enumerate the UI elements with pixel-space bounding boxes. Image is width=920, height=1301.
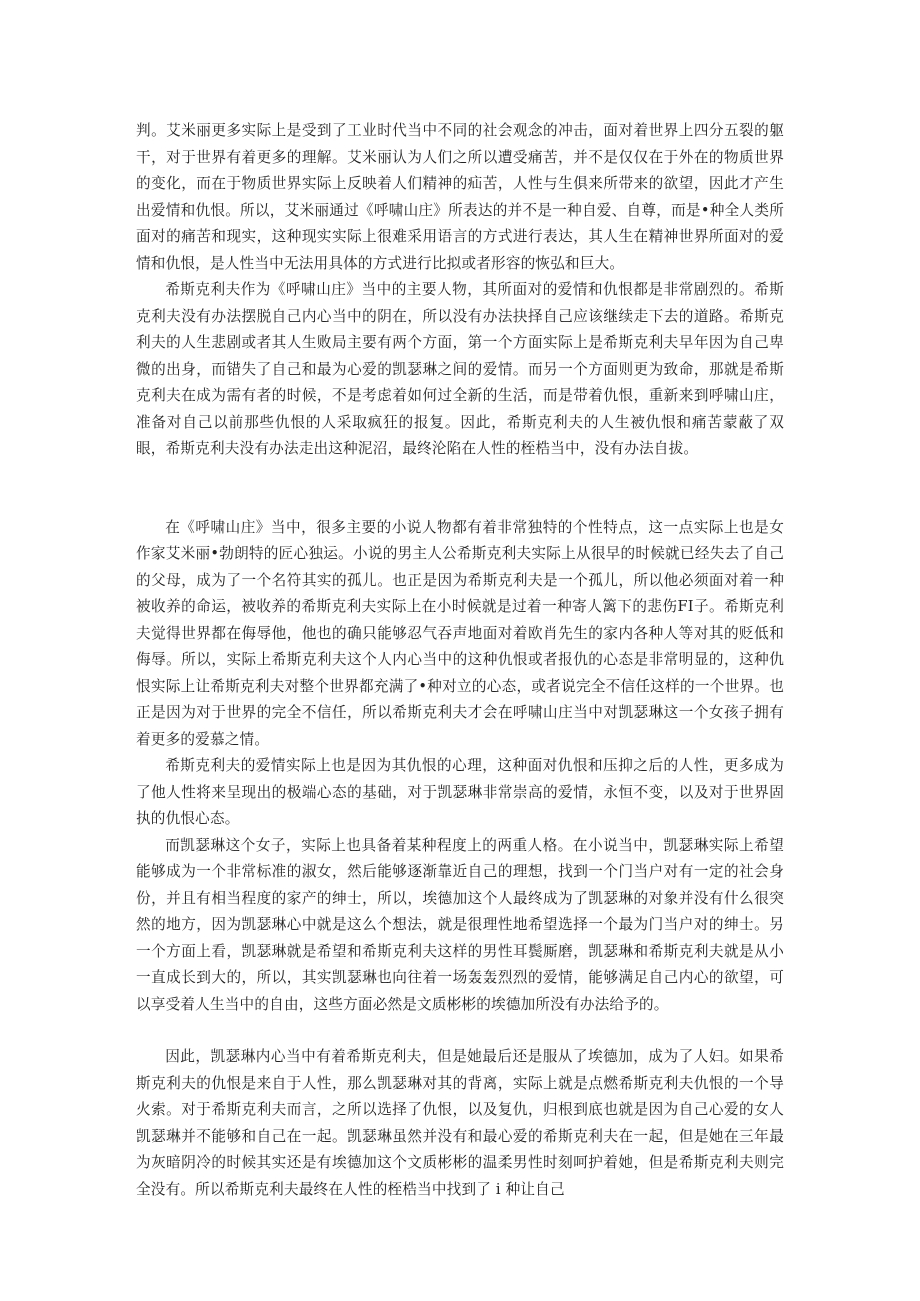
- paragraph-1: 判。艾米丽更多实际上是受到了工业时代当中不同的社会观念的冲击，面对着世界上四分五裂的躯干，对于世界有着更多的理解。艾米丽认为人们之所以遭受痛苦，并不是仅仅在于外在的物质世界的变化，而在于物质世界实际上反映着人们精神的疝苦，人性与生俱来所带来的欲望，因此才产生出爱情和仇恨。所以，艾米丽通过《呼啸山庄》所表达的并不是一种自爱、自尊，而是•种全人类所面对的痛苦和现实，这种现实实际上很难采用语言的方式进行表达，其人生在精神世界所面对的爱情和仇恨，是人性当中无法用具体的方式进行比拟或者形容的恢弘和巨大。: [136, 122, 784, 272]
- paragraph-4: 希斯克利夫的爱情实际上也是因为其仇恨的心理，这种面对仇恨和压抑之后的人性，更多成为了他人性将来呈现出的极端心态的基础，对于凯瑟琳非常崇高的爱情，永恒不变，以及对于世界固执的仇恨心态。: [136, 757, 784, 827]
- paragraph-6: 因此，凯瑟琳内心当中有着希斯克利夫，但是她最后还是服从了埃德加，成为了人妇。如果希斯克利夫的仇恨是来自于人性，那么凯瑟琳对其的背离，实际上就是点燃希斯克利夫仇恨的一个导火索。对于希斯克利夫而言，之所以选择了仇恨，以及复仇，归根到底也就是因为自己心爱的女人凯瑟琳并不能够和自己在一起。凯瑟琳虽然并没有和最心爱的希斯克利夫在一起，但是她在三年最为灰暗阴冷的时候其实还是有埃德加这个文质彬彬的温柔男性时刻呵护着她，但是希斯克利夫则完全没有。所以希斯克利夫最终在人性的桎梏当中找到了 i 种让自己: [136, 1048, 784, 1198]
- paragraph-2: 希斯克利夫作为《呼啸山庄》当中的主要人物，其所面对的爱情和仇恨都是非常剧烈的。希斯克利夫没有办法摆脱自己内心当中的阴在，所以没有办法抉择自己应该继续走下去的道路。希斯克利夫的人生悲剧或者其人生败局主要有两个方面，第一个方面实际上是希斯克利夫早年因为自己卑微的出身，而错失了自己和最为心爱的凯瑟琳之间的爱情。而另一个方面则更为致命，那就是希斯克利夫在成为需有者的时候，不是考虑着如何过全新的生活，而是带着仇恨，重新来到呼啸山庄，准备对自己以前那些仇恨的人采取疯狂的报复。因此，希斯克利夫的人生被仇恨和痛苦蒙蔽了双眼，希斯克利夫没有办法走出这种泥沼，最终沦陷在人性的桎梏当中，没有办法自拔。: [136, 281, 784, 457]
- paragraph-5: 而凯瑟琳这个女子，实际上也具备着某种程度上的两重人格。在小说当中，凯瑟琳实际上希望能够成为一个非常标准的淑女，然后能够逐渐靠近自己的理想，找到一个门当户对有一定的社会身份，并且有相当程度的家产的绅士，所以，埃德加这个人最终成为了凯瑟琳的对象并没有什么很突然的地方，因为凯瑟琳心中就是这么个想法，就是很理性地希望选择一个最为门当户对的绅士。另一个方面上看，凯瑟琳就是希望和希斯克利夫这样的男性耳鬓厮磨，凯瑟琳和希斯克利夫就是从小一直成长到大的，所以，其实凯瑟琳也向往着一场轰轰烈烈的爱情，能够满足自己内心的欲望，可以享受着人生当中的自由，这些方面必然是文质彬彬的埃德加所没有办法给予的。: [136, 836, 784, 1013]
- document-page: [136, 118, 784, 1203]
- paragraph-3: 在《呼啸山庄》当中，很多主要的小说人物都有着非常独特的个性特点，这一点实际上也是女作家艾米丽•勃朗特的匠心独运。小说的男主人公希斯克利夫实际上从很早的时候就已经失去了自己的父母，成为了一个名符其实的孤儿。也正是因为希斯克利夫是一个孤儿，所以他必须面对着一种被收养的命运，被收养的希斯克利夫实际上在小时候就是过着一种寄人篱下的悲伤FI子。希斯克利夫觉得世界都在侮辱他，他也的确只能够忍气吞声地面对着欧肖先生的家内各种人等对其的贬低和侮辱。所以，实际上希斯克利夫这个人内心当中的这种仇恨或者报仇的心态是非常明显的，这种仇恨实际上让希斯克利夫对整个世界都充满了•种对立的心态，或者说完全不信任这样的一个世界。也正是因为对于世界的完全不信任，所以希斯克利夫才会在呼啸山庄当中对凯瑟琳这一个女孩子拥有着更多的爱慕之情。: [136, 518, 784, 748]
